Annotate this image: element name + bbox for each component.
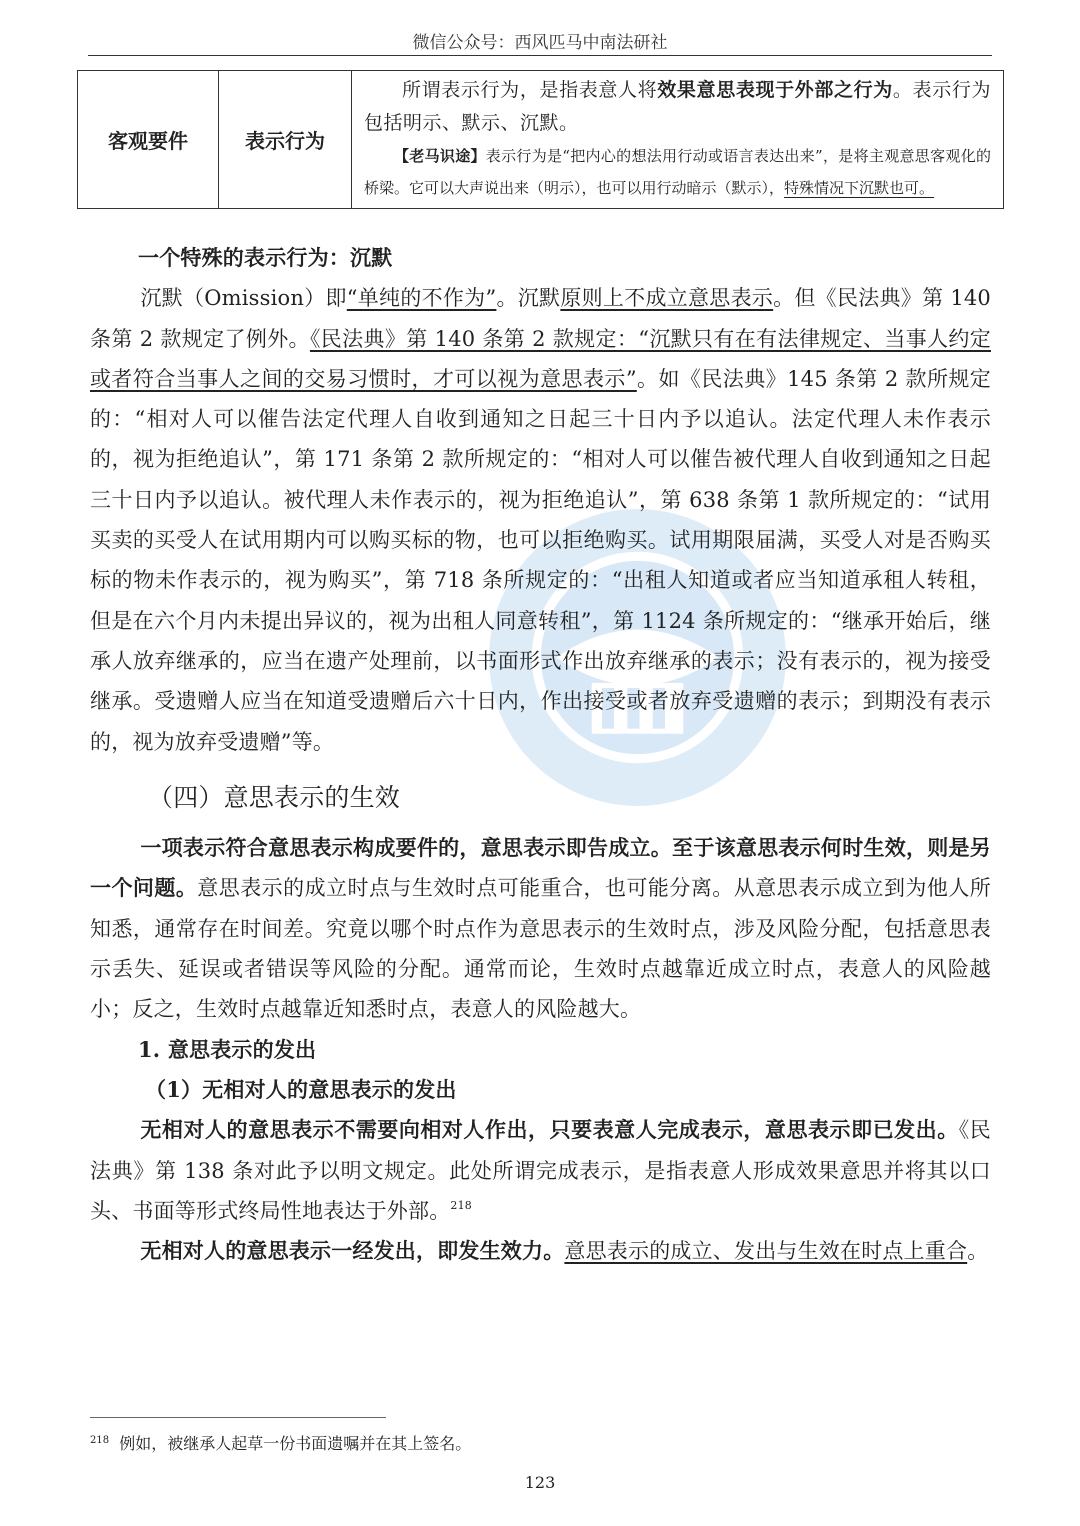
- footnote-number: 218: [90, 1435, 110, 1446]
- note-text: 【老马识途】表示行为是“把内心的想法用行动或语言表达出来”，是将主观意思客观化的桥梁。它可以大声说出来（明示），也可以用行动暗示（默示），特殊情况下沉默也可。: [364, 147, 991, 197]
- table-term-cell: 表示行为: [219, 71, 352, 209]
- subheading-issuance: 1. 意思表示的发出: [138, 1036, 317, 1062]
- page-body: [90, 238, 991, 1271]
- table-category-cell: 客观要件: [78, 71, 219, 209]
- effect-timing-paragraph: 无相对人的意思表示一经发出，即发生效力。意思表示的成立、发出与生效在时点上重合。: [140, 1238, 989, 1264]
- section-heading: （四）意思表示的生效: [148, 782, 401, 812]
- definition-text: 所谓表示行为，是指表意人将效果意思表现于外部之行为。表示行为包括明示、默示、沉默。: [364, 79, 991, 134]
- footnote: [90, 1431, 471, 1454]
- page-header: 微信公众号：西风匹马中南法研社: [412, 33, 668, 53]
- effect-paragraph: 一项表示符合意思表示构成要件的，意思表示即告成立。至于该意思表示何时生效，则是另一个问题。意思表示的成立时点与生效时点可能重合，也可能分离。从意思表示成立到为他人所知悉，通常存在时间差。究竟以哪个时点作为意思表示的生效时点，涉及风险分配，包括意思表示丢失、延误或者错误等风险的分配。通常而论，生效时点越靠近成立时点，表意人的风险越小；反之，生效时点越靠近知悉时点，表意人的风险越大。: [90, 835, 991, 1022]
- table-definition-cell: [352, 71, 1004, 209]
- silence-paragraph: 沉默（Omission）即“单纯的不作为”。沉默原则上不成立意思表示。但《民法典》第 140 条第 2 款规定了例外。《民法典》第 140 条第 2 款规定：“沉默只有在有法律规定、当事人约定或者符合当事人之间的交易习惯时，才可以视为意思表示”。如《民法典》145 条第 2 款所规定的：“相对人可以催告法定代理人自收到通知之日起三十日内予以追认。法定代理人未作表示的，视为拒绝追认”，第 171 条第 2 款所规定的：“相对人可以催告被代理人自收到通知之日起三十日内予以追认。被代理人未作表示的，视为拒绝追认”，第 638 条第 1 款所规定的：“试用买卖的买受人在试用期内可以购买标的物，也可以拒绝购买。试用期限届满，买受人对是否购买标的物未作表示的，视为购买”，第 718 条所规定的：“出租人知道或者应当知道承租人转租，但是在六个月内未提出异议的，视为出租人同意转租”，第 1124 条所规定的：“继承开始后，继承人放弃继承的，应当在遗产处理前，以书面形式作出放弃继承的表示；没有表示的，视为接受继承。受遗赠人应当在知道受遗赠后六十日内，作出接受或者放弃受遗赠的表示；到期没有表示的，视为放弃受遗赠”等。: [90, 286, 992, 754]
- footnote-ref: 218: [450, 1198, 473, 1212]
- footnote-rule: [90, 1417, 386, 1418]
- footnote-text: 例如，被继承人起草一份书面遗嘱并在其上签名。: [119, 1434, 472, 1453]
- issuance-paragraph: 无相对人的意思表示不需要向相对人作出，只要表意人完成表示，意思表示即已发出。《民法典》第 138 条对此予以明文规定。此处所谓完成表示，是指表意人形成效果意思并将其以口头、书面等形式终局性地表达于外部。$^{218}$: [90, 1117, 991, 1223]
- page-number: 123: [524, 1473, 556, 1492]
- subheading-no-counterparty: （1）无相对人的意思表示的发出: [145, 1076, 457, 1102]
- note-tag: 【老马识途】: [394, 147, 486, 165]
- definition-table: [77, 70, 1004, 209]
- header-rule: [88, 55, 992, 56]
- silence-heading: 一个特殊的表示行为：沉默: [138, 245, 393, 270]
